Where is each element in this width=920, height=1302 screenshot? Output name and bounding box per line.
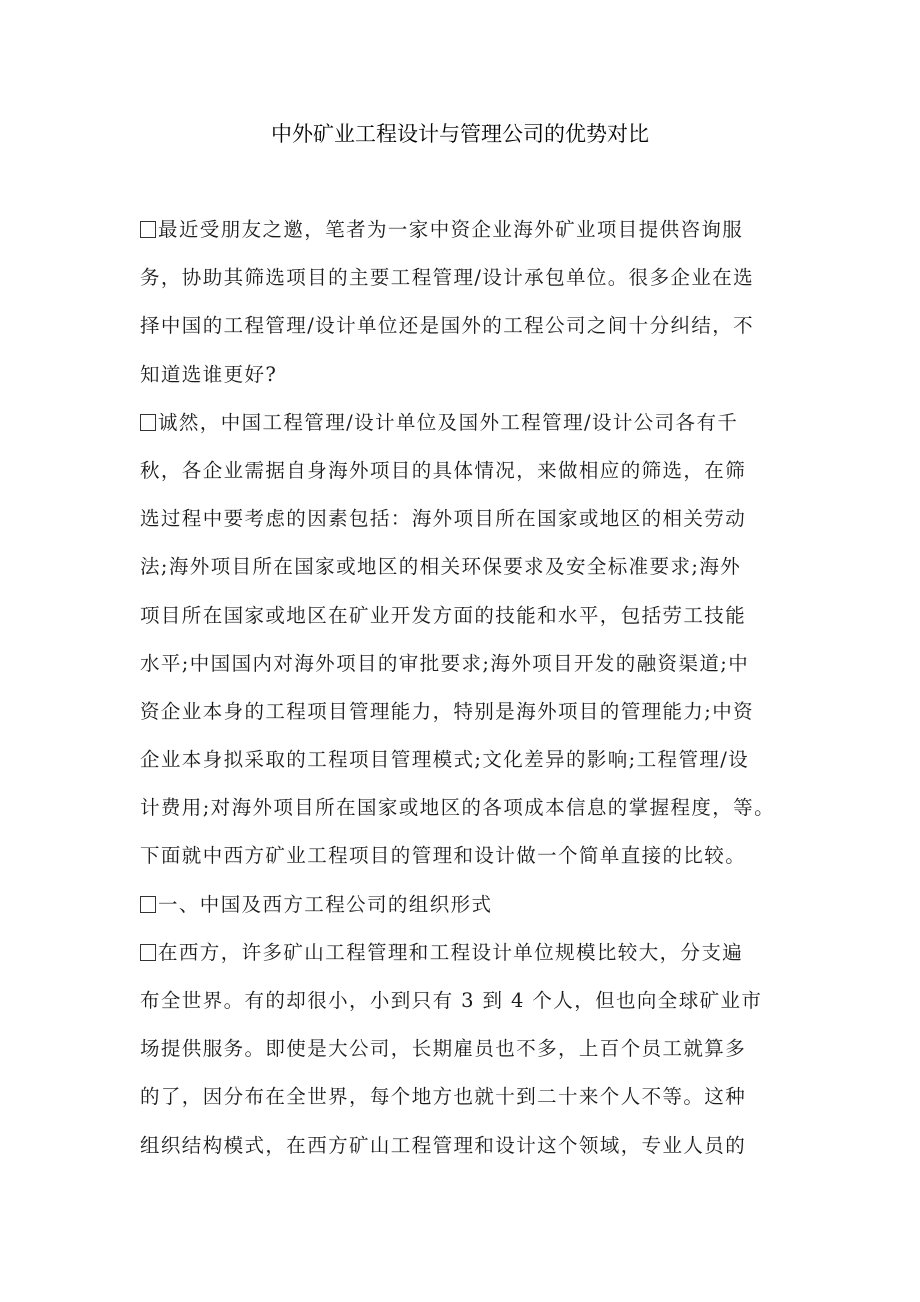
text-line: 布全世界。有的却很小，小到只有 3 到 4 个人，但也向全球矿业市 (140, 989, 763, 1012)
text-line: 组织结构模式，在西方矿山工程管理和设计这个领域，专业人员的 (140, 1133, 747, 1157)
text-line: 知道选谁更好? (140, 362, 278, 386)
missing-glyph-box-icon (140, 221, 156, 238)
text-line: 务，协助其筛选项目的主要工程管理/设计承包单位。很多企业在选 (140, 266, 755, 290)
text-line: 诚然，中国工程管理/设计单位及国外工程管理/设计公司各有千 (140, 406, 820, 454)
text-line: 资企业本身的工程项目管理能力，特别是海外项目的管理能力;中资 (140, 699, 755, 723)
missing-glyph-box-icon (140, 896, 156, 913)
text-line: 法;海外项目所在国家或地区的相关环保要求及安全标准要求;海外 (140, 555, 742, 579)
text-line: 选过程中要考虑的因素包括：海外项目所在国家或地区的相关劳动 (140, 507, 747, 531)
text-line: 下面就中西方矿业工程项目的管理和设计做一个简单直接的比较。 (140, 844, 747, 868)
text-line: 项目所在国家或地区在矿业开发方面的技能和水平，包括劳工技能 (140, 603, 747, 627)
text-line: 企业本身拟采取的工程项目管理模式;文化差异的影响;工程管理/设 (140, 748, 750, 772)
text-line: 择中国的工程管理/设计单位还是国外的工程公司之间十分纠结，不 (140, 314, 755, 338)
missing-glyph-box-icon (140, 414, 156, 431)
document-body (140, 213, 820, 1177)
text-line: 最近受朋友之邀，笔者为一家中资企业海外矿业项目提供咨询服 (140, 213, 820, 261)
document-title: 中外矿业工程设计与管理公司的优势对比 (271, 122, 649, 146)
section-heading: 一、中国及西方工程公司的组织形式 (140, 888, 820, 936)
text-line: 在西方，许多矿山工程管理和工程设计单位规模比较大，分支遍 (140, 936, 820, 984)
text-line: 场提供服务。即使是大公司，长期雇员也不多，上百个员工就算多 (140, 1037, 747, 1061)
text-line: 秋，各企业需据自身海外项目的具体情况，来做相应的筛选，在筛 (140, 458, 747, 482)
text-line: 水平;中国国内对海外项目的审批要求;海外项目开发的融资渠道;中 (140, 651, 750, 675)
text-line: 计费用;对海外项目所在国家或地区的各项成本信息的掌握程度，等。 (140, 796, 775, 820)
text-line: 的了，因分布在全世界，每个地方也就十到二十来个人不等。这种 (140, 1085, 747, 1109)
missing-glyph-box-icon (140, 944, 156, 961)
